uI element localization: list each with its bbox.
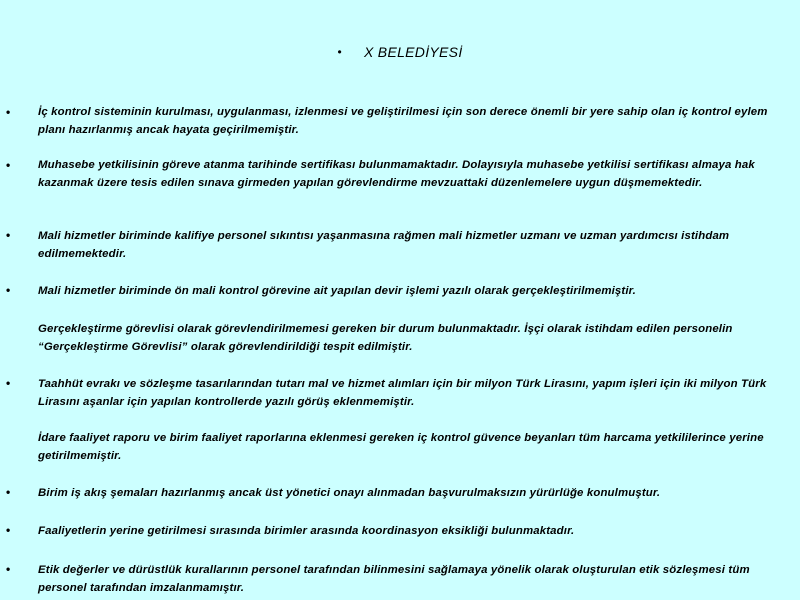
slide-title-row: [0, 44, 800, 60]
list-item-4: Mali hizmetler biriminde ön mali kontrol görevine ait yapılan devir işlemi yazılı olarak gerçekleştirilmemiştir.: [38, 285, 636, 297]
list-item-8: Birim iş akış şemaları hazırlanmış ancak üst yönetici onayı alınmadan başvurulmaksızın yürürlüğe konulmuştur.: [38, 487, 661, 499]
bullet-1: •: [6, 105, 11, 119]
bullet-8: •: [6, 485, 11, 499]
bullet-2: •: [6, 158, 11, 172]
bullet-4: •: [6, 283, 11, 297]
list-item-10: Etik değerler ve dürüstlük kurallarının personel tarafından bilinmesini sağlamaya yönelik olarak oluşturulan etik sözleşmesi tüm personel tarafından imzalanmamıştır.: [38, 564, 750, 594]
list-item-6: Taahhüt evrakı ve sözleşme tasarılarından tutarı mal ve hizmet alımları için bir milyon Türk Lirasını, yapım işleri için iki milyon Türk Lirasını aşanlar için yapılan kontrollerde yazılı görüş eklenmemiştir.: [38, 378, 767, 408]
bullet-3: •: [6, 228, 11, 242]
slide-title: X BELEDİYESİ: [363, 44, 463, 60]
title-bullet: •: [337, 45, 342, 59]
bullet-9: •: [6, 523, 11, 537]
list-item-2: Muhasebe yetkilisinin göreve atanma tarihinde sertifikası bulunmamaktadır. Dolayısıyla muhasebe yetkilisi sertifikası almaya hak kazanmak üzere tesis edilen sınava girmeden yapılan görevlendirme mevzuattaki düzenlemelere uygun düşmemektedir.: [38, 159, 755, 189]
list-item-7: İdare faaliyet raporu ve birim faaliyet raporlarına eklenmesi gereken iç kontrol güvence beyanları tüm harcama yetkililerince yerine getirilmemiştir.: [38, 432, 764, 462]
list-item-9: Faaliyetlerin yerine getirilmesi sırasında birimler arasında koordinasyon eksikliği bulunmaktadır.: [38, 525, 575, 537]
list-item-3: Mali hizmetler biriminde kalifiye personel sıkıntısı yaşanmasına rağmen mali hizmetler uzmanı ve uzman yardımcısı istihdam edilmemektedir.: [38, 230, 730, 260]
list-item-1: İç kontrol sisteminin kurulması, uygulanması, izlenmesi ve geliştirilmesi için son derece önemli bir yere sahip olan iç kontrol eylem planı hazırlanmış ancak hayata geçirilmemiştir.: [38, 106, 768, 136]
bullet-6: •: [6, 376, 11, 390]
list-item-5: Gerçekleştirme görevlisi olarak görevlendirilmemesi gereken bir durum bulunmaktadır. İşçi olarak istihdam edilen personelin “Gerçekleştirme Görevlisi” olarak görevlendirildiği tespit edilmiştir.: [38, 323, 733, 353]
bullet-10: •: [6, 562, 11, 576]
